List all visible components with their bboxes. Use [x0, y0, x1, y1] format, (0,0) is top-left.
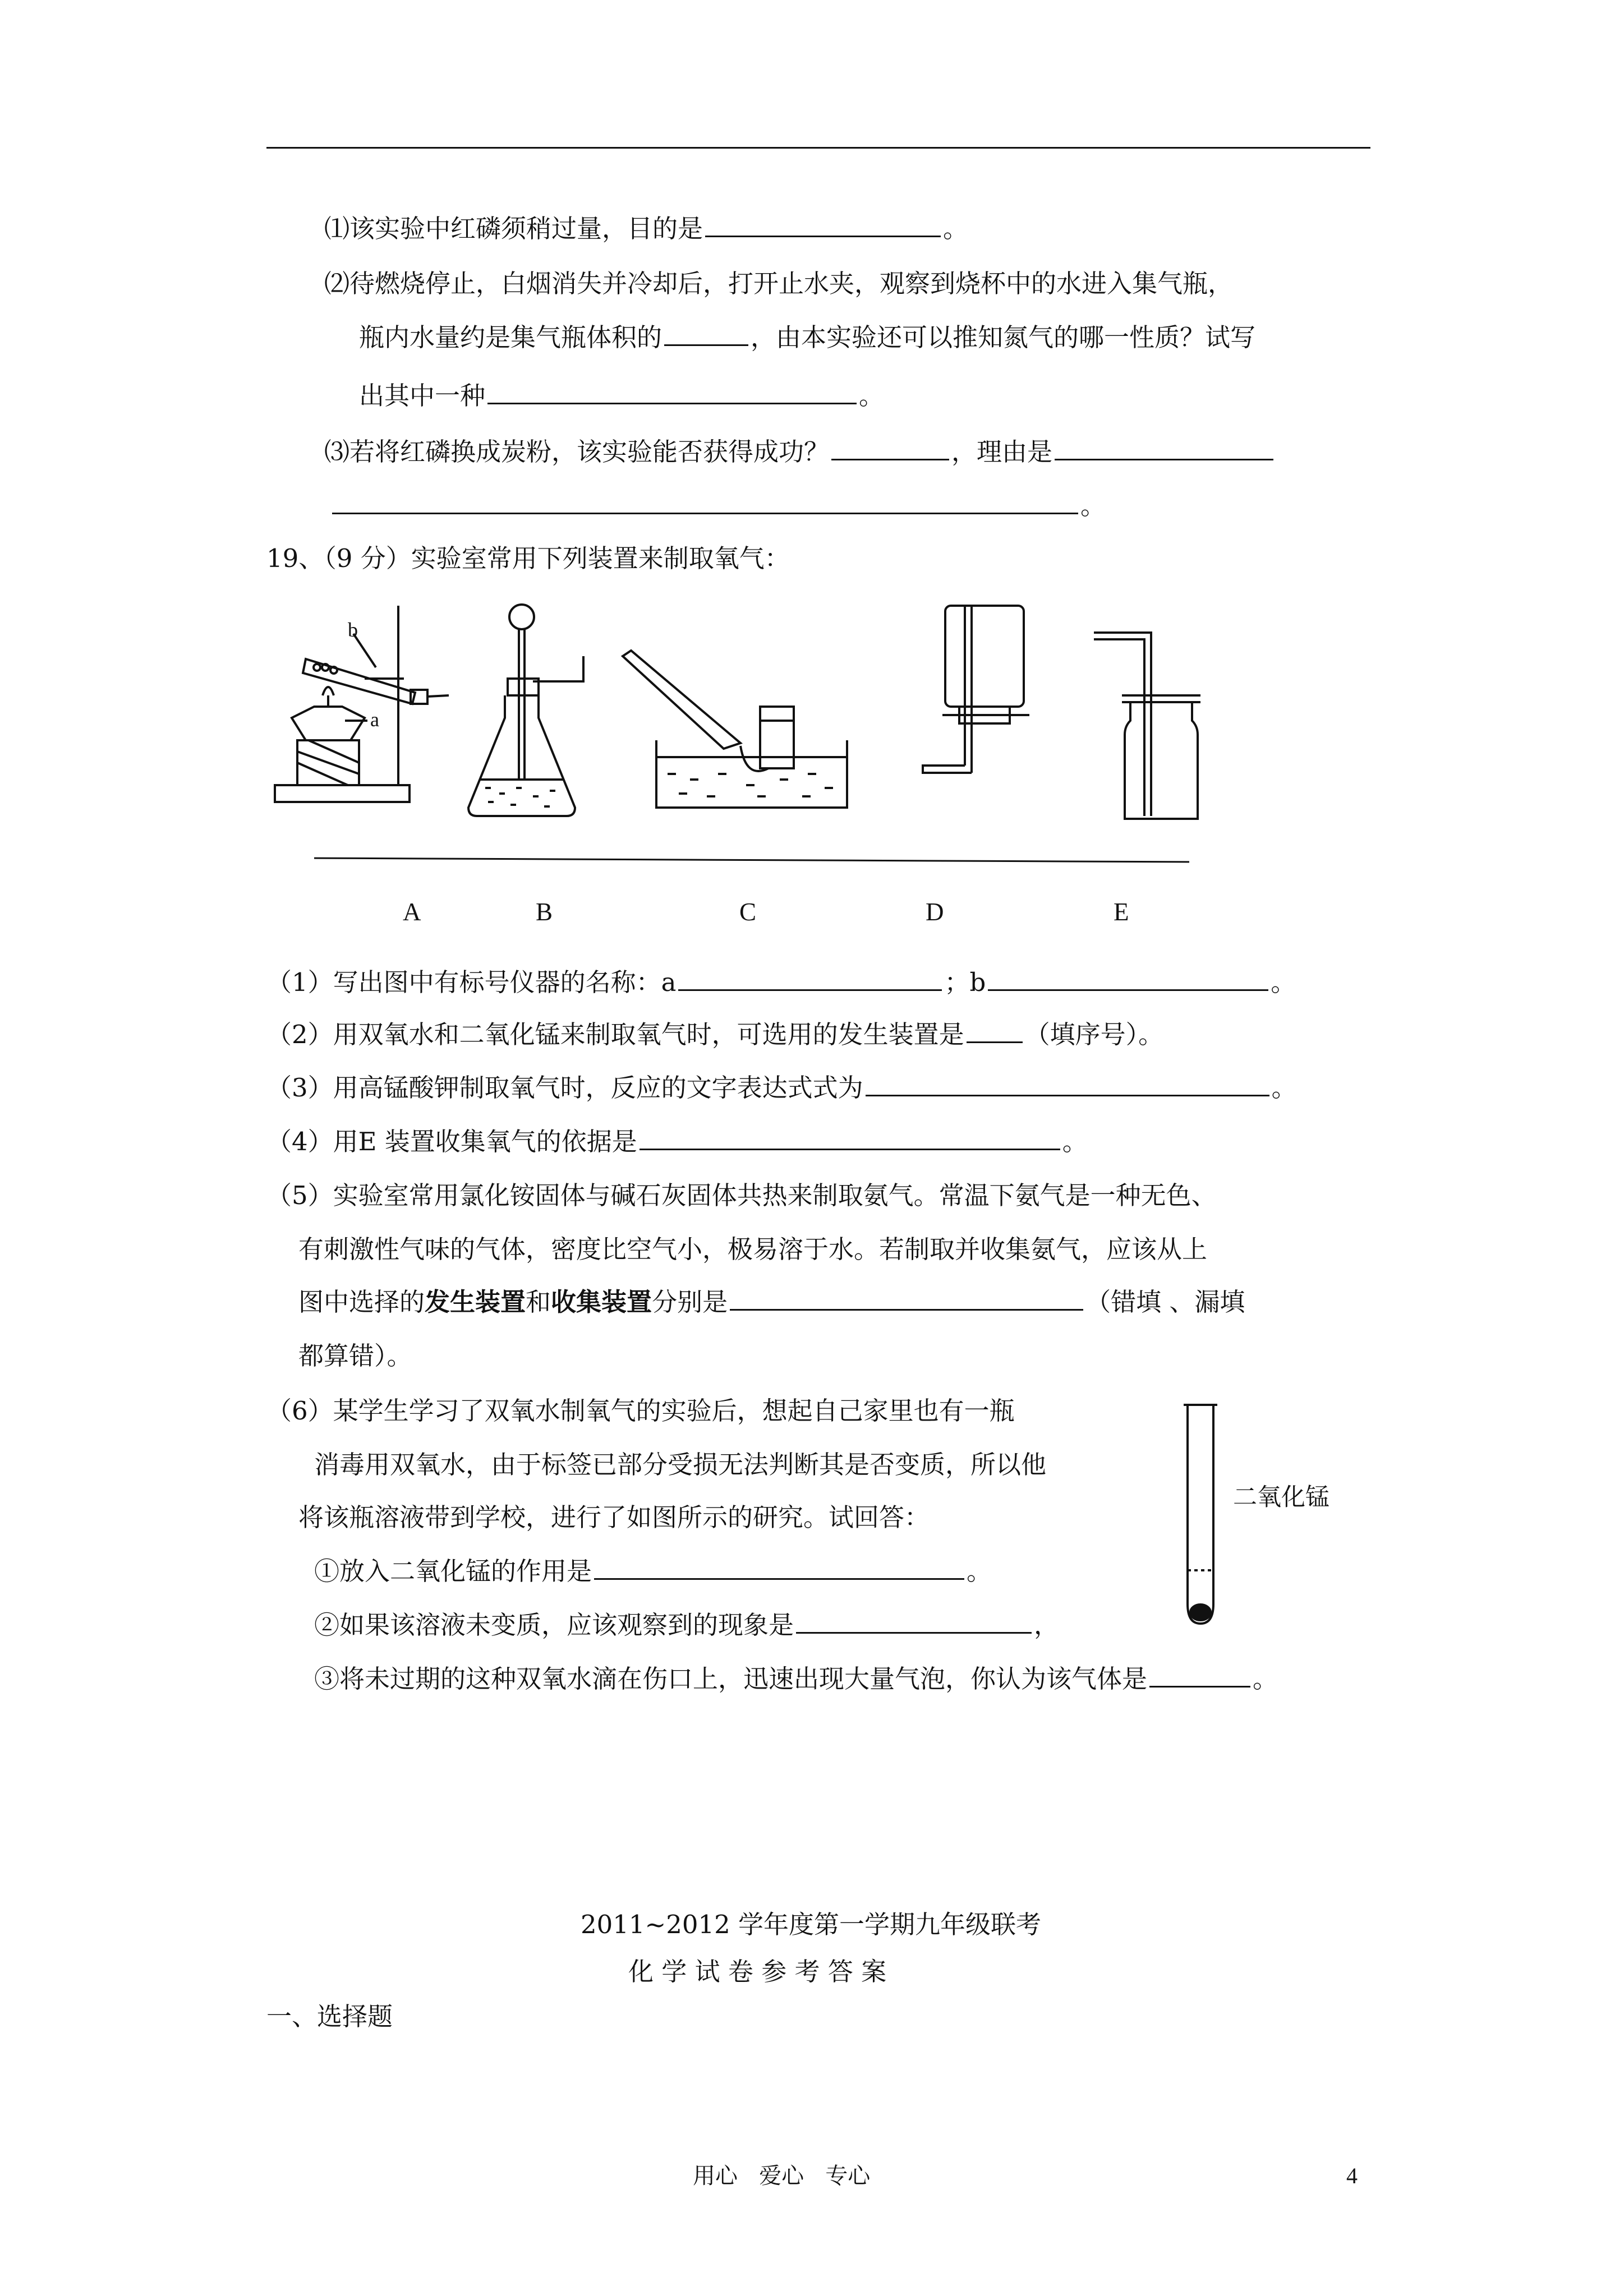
q19-heading: 19、（9 分）实验室常用下列装置来制取氧气： [266, 543, 790, 573]
answers-title: 2011~2012 学年度第一学期九年级联考 [581, 1910, 1042, 1939]
answer-blank[interactable] [640, 1125, 1060, 1150]
label-d: D [926, 898, 944, 926]
q19-s6-line2: 消毒用双氧水，由于标签已部分受损无法判断其是否变质，所以他 [314, 1450, 1047, 1479]
q19-s6-line1: （6）某学生学习了双氧水制氧气的实验后，想起自己家里也有一瓶 [266, 1396, 1015, 1426]
q19-s3: （3）用高锰酸钾制取氧气时，反应的文字表达式式为 。 [266, 1071, 1297, 1105]
apparatus-b [468, 605, 583, 816]
apparatus-d [923, 606, 1029, 773]
header-rule [266, 147, 1370, 149]
apparatus-a [275, 606, 449, 802]
answer-blank[interactable] [487, 379, 857, 404]
answer-blank[interactable] [594, 1555, 964, 1580]
label-e: E [1114, 898, 1129, 926]
q19-s5-line1: （5）实验室常用氯化铵固体与碱石灰固体共热来制取氨气。常温下氨气是一种无色、 [266, 1181, 1217, 1210]
q19-s6-q2: ②如果该溶液未变质，应该观察到的现象是 ， [314, 1608, 1059, 1642]
q18-part2-line1: ⑵待燃烧停止，白烟消失并冷却后，打开止水夹，观察到烧杯中的水进入集气瓶， [324, 269, 1234, 298]
q19-s2: （2）用双氧水和二氧化锰来制取氧气时，可选用的发生装置是 （填序号）。 [266, 1018, 1163, 1052]
answer-blank[interactable] [967, 1018, 1023, 1043]
answer-blank[interactable] [332, 489, 1078, 514]
answers-section: 一、选择题 [266, 2002, 393, 2031]
answer-blank[interactable] [705, 212, 941, 237]
q18-part2-line2: 瓶内水量约是集气瓶体积的 ，由本实验还可以推知氮气的哪一性质？试写 [359, 321, 1255, 354]
answer-blank[interactable] [664, 321, 748, 346]
answer-blank[interactable] [831, 435, 949, 460]
label-b: B [536, 898, 553, 926]
answer-blank[interactable] [678, 966, 942, 991]
answer-blank[interactable] [988, 966, 1268, 991]
apparatus-figure [264, 594, 1229, 886]
q18-part3: ⑶若将红磷换成炭粉，该实验能否获得成功？ ，理由是 [324, 435, 1276, 469]
label-a: A [403, 898, 421, 926]
footer-motto: 用心 爱心 专心 [693, 2163, 871, 2189]
answer-blank[interactable] [1149, 1662, 1250, 1688]
answer-blank[interactable] [1055, 435, 1273, 460]
apparatus-e [1094, 633, 1200, 819]
q18-part1: ⑴该实验中红磷须稍过量，目的是 。 [324, 212, 968, 246]
test-tube-figure [1175, 1402, 1226, 1632]
q19-s4: （4）用E 装置收集氧气的依据是 。 [266, 1125, 1088, 1159]
answer-blank[interactable] [796, 1608, 1032, 1634]
tube-label: 二氧化锰 [1233, 1483, 1329, 1511]
answer-blank[interactable] [730, 1285, 1083, 1311]
q19-s6-line3: 将该瓶溶液带到学校，进行了如图所示的研究。试回答： [298, 1502, 930, 1532]
label-c: C [739, 898, 757, 926]
q19-s6-q1: ①放入二氧化锰的作用是 。 [314, 1555, 992, 1588]
q19-s5-line4: 都算错）。 [298, 1341, 412, 1371]
q18-part2-line3: 出其中一种 。 [359, 379, 884, 413]
apparatus-tag-a: a [370, 708, 379, 731]
q19-s5-line3: 图中选择的发生装置和收集装置分别是 （错填 、漏填 [298, 1285, 1245, 1319]
apparatus-tag-b: b [348, 619, 358, 641]
q18-part3-cont: 。 [330, 489, 1106, 523]
answer-blank[interactable] [866, 1071, 1269, 1096]
q19-s5-line2: 有刺激性气味的气体，密度比空气小，极易溶于水。若制取并收集氨气，应该从上 [298, 1234, 1208, 1264]
answers-subtitle: 化 学 试 卷 参 考 答 案 [628, 1957, 887, 1986]
page-number: 4 [1346, 2163, 1358, 2188]
apparatus-c [623, 651, 847, 808]
q19-s6-q3: ③将未过期的这种双氧水滴在伤口上，迅速出现大量气泡，你认为该气体是 。 [314, 1662, 1278, 1696]
q19-s1: （1）写出图中有标号仪器的名称：a ；b 。 [266, 966, 1296, 999]
